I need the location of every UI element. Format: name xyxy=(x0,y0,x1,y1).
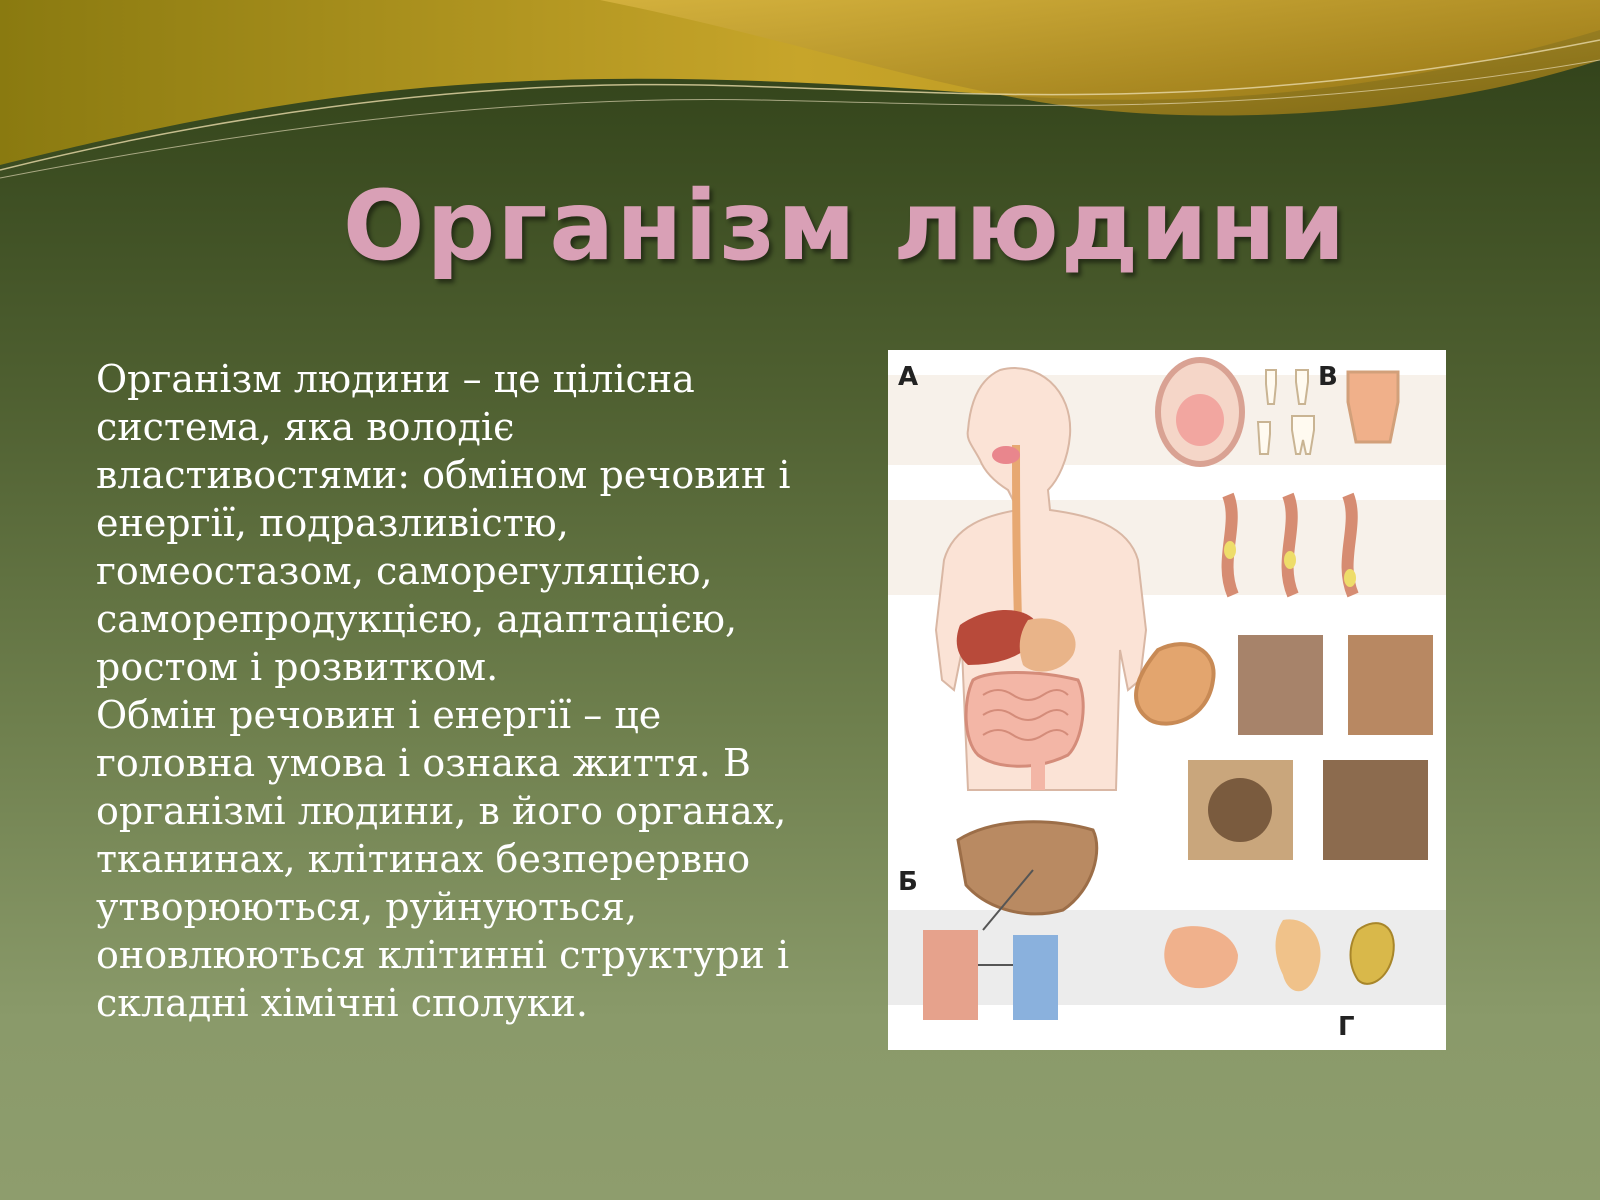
label-b: Б xyxy=(898,867,918,897)
paragraph-metabolism: Обмін речовин і енергії – це головна умова і ознака життя. В організмі людини, в його органах, тканинах, клітинах безперервно утворюються, руйнуються, оновлюються клітинні структури і складні хімічні сполуки. xyxy=(96,693,790,1025)
tooth-section-image xyxy=(1348,372,1398,442)
label-a: А xyxy=(898,362,919,392)
body-text xyxy=(96,355,796,1027)
label-v: В xyxy=(1318,362,1338,392)
mouth-shape xyxy=(992,446,1020,464)
label-g: Г xyxy=(1338,1012,1355,1042)
esophagus xyxy=(1016,445,1018,620)
intestine-segment-image xyxy=(958,822,1097,914)
villus-detail-image xyxy=(1013,935,1058,1020)
villi-section-image xyxy=(923,930,978,1020)
mucosa-texture-1 xyxy=(1238,635,1323,735)
villi-texture xyxy=(1323,760,1428,860)
palate xyxy=(1176,394,1224,446)
mucosa-texture-2 xyxy=(1348,635,1433,735)
paragraph-definition: Організм людини – це цілісна система, яка володіє властивостями: обміном речовин і енергії, подразливістю, гомеостазом, саморегуляцією, саморепродукцією, адаптацією, ростом і розвитком. xyxy=(96,357,791,689)
slide-title: Організм людини xyxy=(342,170,1348,282)
digestive-system-illustration xyxy=(888,350,1446,1050)
lumen xyxy=(1208,778,1272,842)
stomach-image xyxy=(1136,644,1214,723)
